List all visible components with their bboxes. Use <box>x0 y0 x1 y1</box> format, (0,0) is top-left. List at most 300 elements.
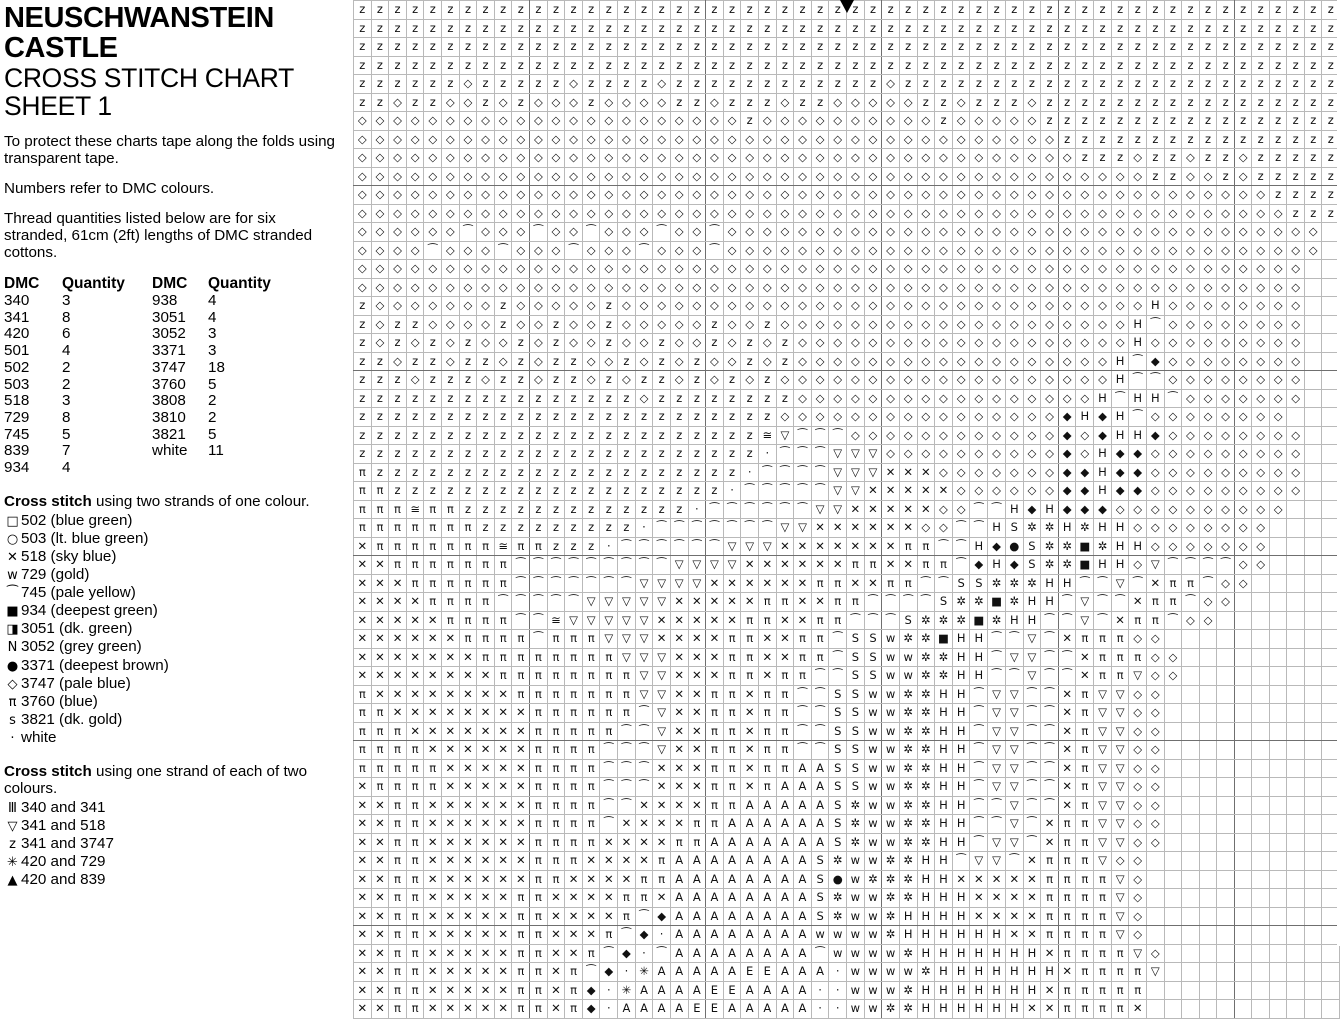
stitch-cell: ⁀ <box>1058 593 1076 612</box>
stitch-cell: ✕ <box>494 778 512 797</box>
stitch-row <box>354 241 1340 260</box>
stitch-cell: ✕ <box>1129 593 1147 612</box>
stitch-cell: ✲ <box>899 833 917 852</box>
stitch-cell: H <box>970 926 988 945</box>
stitch-cell: ◇ <box>406 297 424 316</box>
stitch-cell: ▽ <box>1094 778 1112 797</box>
stitch-cell: z <box>899 56 917 75</box>
stitch-cell: π <box>530 685 548 704</box>
stitch-cell: A <box>794 889 812 908</box>
stitch-cell: z <box>565 389 583 408</box>
stitch-cell: ✕ <box>600 889 618 908</box>
stitch-cell: z <box>1076 130 1094 149</box>
stitch-cell: ⁀ <box>970 685 988 704</box>
stitch-cell: A <box>794 759 812 778</box>
stitch-cell <box>1304 482 1322 501</box>
stitch-cell: π <box>459 574 477 593</box>
stitch-cell: ⁀ <box>1129 408 1147 427</box>
stitch-cell: ◇ <box>406 167 424 186</box>
stitch-cell: ◇ <box>424 112 442 131</box>
stitch-cell: π <box>530 944 548 963</box>
stitch-cell: ◇ <box>442 297 460 316</box>
stitch-cell: ✕ <box>354 556 372 575</box>
stitch-cell: ◇ <box>494 167 512 186</box>
stitch-cell: ◇ <box>354 167 372 186</box>
stitch-cell: π <box>442 519 460 538</box>
stitch-cell: ◇ <box>1199 426 1217 445</box>
stitch-cell: w <box>882 778 900 797</box>
stitch-cell: ▽ <box>688 574 706 593</box>
stitch-cell: z <box>512 500 530 519</box>
stitch-cell: z <box>635 19 653 38</box>
stitch-cell: ◇ <box>530 352 548 371</box>
stitch-cell: z <box>723 408 741 427</box>
stitch-cell: ✕ <box>1058 741 1076 760</box>
stitch-cell: ✲ <box>917 667 935 686</box>
stitch-cell: ✕ <box>829 519 847 538</box>
stitch-cell: z <box>459 38 477 57</box>
stitch-cell: ✕ <box>882 556 900 575</box>
stitch-cell: A <box>741 981 759 1000</box>
stitch-cell: E <box>723 981 741 1000</box>
stitch-cell: ◇ <box>899 334 917 353</box>
stitch-cell: z <box>389 19 407 38</box>
stitch-cell: H <box>1111 556 1129 575</box>
stitch-cell: ◇ <box>952 426 970 445</box>
stitch-row <box>354 722 1340 741</box>
stitch-cell: z <box>935 56 953 75</box>
stitch-cell: A <box>688 963 706 982</box>
stitch-cell: ◇ <box>1041 130 1059 149</box>
stitch-cell: ⁀ <box>988 667 1006 686</box>
stitch-cell: ◇ <box>547 297 565 316</box>
stitch-cell: ✕ <box>635 833 653 852</box>
stitch-cell: z <box>1199 130 1217 149</box>
stitch-cell: ✕ <box>1005 926 1023 945</box>
stitch-cell <box>1182 1000 1200 1019</box>
key-one-strand-item <box>4 817 337 835</box>
stitch-cell: π <box>406 852 424 871</box>
stitch-cell: ⁀ <box>547 556 565 575</box>
stitch-cell: ▽ <box>1005 685 1023 704</box>
stitch-cell: π <box>706 722 724 741</box>
stitch-cell: ✕ <box>442 1000 460 1019</box>
stitch-cell: ✕ <box>512 704 530 723</box>
stitch-cell: ◇ <box>670 278 688 297</box>
stitch-cell: ◇ <box>1234 241 1252 260</box>
stitch-cell: ✕ <box>389 574 407 593</box>
stitch-cell: π <box>723 759 741 778</box>
stitch-cell: ◇ <box>1111 278 1129 297</box>
stitch-row <box>354 556 1340 575</box>
stitch-cell: π <box>565 852 583 871</box>
stitch-cell: π <box>618 704 636 723</box>
stitch-cell: ▽ <box>582 611 600 630</box>
stitch-cell: H <box>935 796 953 815</box>
stitch-cell: ✕ <box>494 981 512 1000</box>
stitch-cell: z <box>1164 112 1182 131</box>
stitch-cell: ◇ <box>706 352 724 371</box>
stitch-row <box>354 926 1340 945</box>
stitch-cell: ◇ <box>829 408 847 427</box>
stitch-cell: H <box>935 852 953 871</box>
stitch-cell: π <box>406 537 424 556</box>
stitch-cell: π <box>565 1000 583 1019</box>
stitch-cell: ◇ <box>1217 204 1235 223</box>
stitch-cell: ✕ <box>1005 889 1023 908</box>
stitch-cell: ▽ <box>988 833 1006 852</box>
stitch-cell: ◇ <box>406 371 424 390</box>
stitch-cell: ⁀ <box>952 537 970 556</box>
stitch-cell: A <box>811 778 829 797</box>
subtitle-line-1: CROSS STITCH CHART <box>4 62 295 93</box>
stitch-cell: ◇ <box>1287 223 1305 242</box>
stitch-cell: S <box>847 704 865 723</box>
stitch-cell: H <box>1005 500 1023 519</box>
stitch-cell: z <box>547 56 565 75</box>
stitch-cell <box>1287 778 1305 797</box>
stitch-cell <box>1304 944 1322 963</box>
cell-qty-a: 2 <box>62 358 71 376</box>
stitch-cell: A <box>688 870 706 889</box>
stitch-cell: z <box>1058 56 1076 75</box>
stitch-cell: ⁀ <box>600 741 618 760</box>
stitch-cell: z <box>1217 167 1235 186</box>
stitch-cell: z <box>424 389 442 408</box>
stitch-cell: π <box>565 759 583 778</box>
stitch-cell: ◆ <box>618 944 636 963</box>
stitch-cell: ◇ <box>547 186 565 205</box>
stitch-cell <box>1304 704 1322 723</box>
stitch-cell: z <box>530 56 548 75</box>
stitch-cell: ◇ <box>706 260 724 279</box>
stitch-cell: ◇ <box>741 260 759 279</box>
stitch-cell: H <box>1005 944 1023 963</box>
stitch-cell: ◇ <box>442 112 460 131</box>
stitch-cell: z <box>442 1 460 20</box>
stitch-cell: z <box>618 463 636 482</box>
stitch-cell: z <box>1023 1 1041 20</box>
stitch-cell: z <box>706 426 724 445</box>
stitch-cell: z <box>1269 56 1287 75</box>
stitch-cell: ◇ <box>1005 167 1023 186</box>
stitch-cell: ◇ <box>653 260 671 279</box>
stitch-cell: ◇ <box>1234 426 1252 445</box>
stitch-cell: z <box>1111 56 1129 75</box>
table-row <box>4 360 278 377</box>
cell-dmc-a: 503 <box>4 375 30 393</box>
stitch-cell: ◇ <box>477 223 495 242</box>
stitch-cell: ✕ <box>864 537 882 556</box>
stitch-cell: ◆ <box>653 907 671 926</box>
stitch-cell: ▽ <box>1111 926 1129 945</box>
stitch-cell: ◇ <box>1164 352 1182 371</box>
stitch-cell: ◇ <box>459 204 477 223</box>
stitch-cell: A <box>758 796 776 815</box>
stitch-cell: ✕ <box>389 667 407 686</box>
stitch-cell: ◇ <box>794 278 812 297</box>
stitch-cell: ✕ <box>688 685 706 704</box>
stitch-cell: ◇ <box>371 204 389 223</box>
cell-qty-a: 5 <box>62 425 71 443</box>
stitch-cell: z <box>688 75 706 94</box>
stitch-cell: ⁀ <box>635 778 653 797</box>
stitch-cell: ◇ <box>899 278 917 297</box>
stitch-cell: ▽ <box>635 574 653 593</box>
stitch-cell: ◇ <box>477 315 495 334</box>
stitch-cell: H <box>917 870 935 889</box>
stitch-cell: ✕ <box>776 556 794 575</box>
stitch-cell: z <box>1058 1 1076 20</box>
stitch-cell: ✕ <box>1076 648 1094 667</box>
stitch-cell: π <box>565 648 583 667</box>
stitch-cell: z <box>354 445 372 464</box>
stitch-cell: ⁀ <box>1147 315 1165 334</box>
stitch-cell: π <box>1111 981 1129 1000</box>
stitch-cell: ✕ <box>688 593 706 612</box>
stitch-cell: ◇ <box>1287 334 1305 353</box>
stitch-cell: A <box>758 889 776 908</box>
stitch-cell: ⁀ <box>618 778 636 797</box>
stitch-cell: π <box>776 593 794 612</box>
stitch-cell: z <box>600 389 618 408</box>
stitch-cell: ◇ <box>354 204 372 223</box>
stitch-cell: z <box>494 56 512 75</box>
stitch-cell: A <box>741 889 759 908</box>
stitch-cell: ◇ <box>899 352 917 371</box>
stitch-cell: π <box>406 519 424 538</box>
stitch-cell: z <box>741 75 759 94</box>
stitch-cell: ◇ <box>1041 463 1059 482</box>
stitch-cell: ◇ <box>512 149 530 168</box>
stitch-cell: π <box>758 741 776 760</box>
stitch-cell: ✕ <box>389 704 407 723</box>
key-symbol-icon: ▽ <box>7 819 18 835</box>
stitch-cell: ⁀ <box>512 556 530 575</box>
stitch-cell: z <box>494 315 512 334</box>
stitch-cell <box>1304 352 1322 371</box>
stitch-cell: π <box>917 537 935 556</box>
stitch-cell <box>1252 889 1270 908</box>
stitch-cell: ◇ <box>1182 334 1200 353</box>
stitch-cell: ✕ <box>371 667 389 686</box>
stitch-cell: H <box>1041 593 1059 612</box>
stitch-cell: ◇ <box>1094 278 1112 297</box>
stitch-cell: π <box>706 741 724 760</box>
stitch-cell: ◇ <box>811 241 829 260</box>
stitch-cell: ◇ <box>688 149 706 168</box>
stitch-cell: H <box>935 704 953 723</box>
stitch-cell: ⁀ <box>494 241 512 260</box>
stitch-cell: ◇ <box>547 260 565 279</box>
stitch-cell: ◇ <box>1269 204 1287 223</box>
stitch-cell: ◇ <box>723 186 741 205</box>
stitch-cell: ✕ <box>442 630 460 649</box>
stitch-cell: z <box>741 19 759 38</box>
stitch-cell: ⁀ <box>530 611 548 630</box>
stitch-cell: ✕ <box>600 907 618 926</box>
stitch-cell <box>1234 741 1252 760</box>
stitch-cell: ⁀ <box>565 556 583 575</box>
stitch-cell: π <box>494 667 512 686</box>
stitch-cell: π <box>776 722 794 741</box>
stitch-cell: ◇ <box>1147 241 1165 260</box>
stitch-cell <box>1234 944 1252 963</box>
stitch-cell: w <box>864 852 882 871</box>
stitch-cell: z <box>389 75 407 94</box>
stitch-cell: ◇ <box>952 352 970 371</box>
stitch-cell: ◇ <box>1041 426 1059 445</box>
stitch-cell: ✕ <box>758 630 776 649</box>
stitch-cell: z <box>653 426 671 445</box>
stitch-cell <box>1269 944 1287 963</box>
stitch-cell: ⁀ <box>618 741 636 760</box>
stitch-cell: ◇ <box>758 260 776 279</box>
stitch-cell: ✕ <box>758 574 776 593</box>
stitch-cell: π <box>530 796 548 815</box>
stitch-cell: ◇ <box>635 186 653 205</box>
stitch-cell: z <box>635 371 653 390</box>
stitch-cell: ✕ <box>354 537 372 556</box>
stitch-cell: w <box>882 963 900 982</box>
stitch-cell: ✲ <box>1023 519 1041 538</box>
stitch-cell: w <box>864 778 882 797</box>
stitch-cell: ■ <box>1076 556 1094 575</box>
stitch-cell <box>1252 593 1270 612</box>
stitch-cell: ◇ <box>741 241 759 260</box>
stitch-cell: z <box>600 297 618 316</box>
stitch-cell: ⁀ <box>1111 389 1129 408</box>
stitch-row <box>354 38 1340 57</box>
stitch-cell: ◇ <box>723 315 741 334</box>
stitch-cell: S <box>935 593 953 612</box>
stitch-cell: ◇ <box>1164 463 1182 482</box>
stitch-cell: ◇ <box>794 130 812 149</box>
stitch-cell: ⁀ <box>565 593 583 612</box>
stitch-cell: π <box>917 556 935 575</box>
stitch-cell: ◇ <box>565 223 583 242</box>
stitch-cell: A <box>741 1000 759 1019</box>
stitch-cell <box>1217 648 1235 667</box>
stitch-cell: z <box>1147 38 1165 57</box>
stitch-cell: ✲ <box>882 852 900 871</box>
stitch-cell: ◇ <box>1005 241 1023 260</box>
stitch-cell: ◇ <box>688 260 706 279</box>
stitch-cell: z <box>1252 75 1270 94</box>
cell-qty-a: 8 <box>62 308 71 326</box>
stitch-cell: z <box>1252 149 1270 168</box>
stitch-cell: ◇ <box>600 352 618 371</box>
stitch-cell: ◇ <box>829 186 847 205</box>
stitch-cell: π <box>389 519 407 538</box>
stitch-cell: ⁀ <box>530 223 548 242</box>
stitch-cell: ▽ <box>600 630 618 649</box>
stitch-cell: ◇ <box>794 297 812 316</box>
stitch-cell: A <box>794 870 812 889</box>
stitch-cell: z <box>424 93 442 112</box>
stitch-cell: ◇ <box>1147 630 1165 649</box>
stitch-cell: E <box>688 1000 706 1019</box>
stitch-cell: ✕ <box>442 759 460 778</box>
stitch-cell: ▽ <box>1076 593 1094 612</box>
stitch-cell: z <box>847 56 865 75</box>
stitch-cell: π <box>582 648 600 667</box>
stitch-row <box>354 130 1340 149</box>
stitch-cell: z <box>530 482 548 501</box>
stitch-cell: ⁀ <box>512 593 530 612</box>
stitch-cell: ◇ <box>935 334 953 353</box>
stitch-cell: ✕ <box>442 815 460 834</box>
stitch-cell: π <box>512 944 530 963</box>
stitch-cell: ⁀ <box>794 722 812 741</box>
stitch-cell: ◇ <box>618 112 636 131</box>
stitch-cell: z <box>389 1 407 20</box>
stitch-cell: z <box>547 75 565 94</box>
stitch-cell: ◇ <box>1199 408 1217 427</box>
stitch-cell: ◇ <box>600 167 618 186</box>
stitch-cell: ◇ <box>723 260 741 279</box>
stitch-cell: ◇ <box>864 186 882 205</box>
stitch-cell <box>1252 1000 1270 1019</box>
stitch-cell: ◇ <box>1287 352 1305 371</box>
stitch-cell: ◇ <box>864 223 882 242</box>
stitch-cell: ◇ <box>741 204 759 223</box>
stitch-cell: z <box>1287 93 1305 112</box>
stitch-cell <box>1269 1000 1287 1019</box>
stitch-cell: π <box>547 741 565 760</box>
stitch-cell <box>1252 796 1270 815</box>
stitch-cell: ▽ <box>600 611 618 630</box>
stitch-cell: ◆ <box>1147 426 1165 445</box>
cell-dmc-a: 502 <box>4 358 30 376</box>
stitch-cell: ◇ <box>547 223 565 242</box>
stitch-cell: ◇ <box>565 130 583 149</box>
stitch-cell: z <box>477 19 495 38</box>
stitch-cell: z <box>477 93 495 112</box>
stitch-cell: ◇ <box>1252 500 1270 519</box>
stitch-cell: z <box>406 19 424 38</box>
stitch-cell: z <box>371 56 389 75</box>
stitch-cell: ✲ <box>935 648 953 667</box>
stitch-cell: ⁀ <box>935 537 953 556</box>
stitch-cell: ◇ <box>882 371 900 390</box>
stitch-cell: z <box>582 75 600 94</box>
stitch-cell: ✕ <box>565 870 583 889</box>
stitch-cell: π <box>776 759 794 778</box>
stitch-cell: ◇ <box>758 130 776 149</box>
stitch-cell: z <box>670 38 688 57</box>
stitch-cell: ⁀ <box>512 574 530 593</box>
stitch-cell: z <box>1269 112 1287 131</box>
stitch-cell: ◇ <box>1023 112 1041 131</box>
stitch-cell: ◇ <box>1217 537 1235 556</box>
stitch-cell: ◇ <box>1269 278 1287 297</box>
stitch-cell: π <box>424 519 442 538</box>
stitch-cell: ◇ <box>899 408 917 427</box>
stitch-cell: ⁀ <box>988 630 1006 649</box>
stitch-cell: ◇ <box>952 500 970 519</box>
stitch-cell: ◇ <box>935 352 953 371</box>
stitch-cell: ▽ <box>565 611 583 630</box>
stitch-cell: z <box>1199 56 1217 75</box>
stitch-cell: ◇ <box>776 93 794 112</box>
stitch-cell: ✲ <box>882 907 900 926</box>
stitch-cell: ◇ <box>1217 519 1235 538</box>
stitch-cell: ◆ <box>1111 482 1129 501</box>
stitch-cell: z <box>688 93 706 112</box>
stitch-cell: z <box>653 500 671 519</box>
stitch-cell: z <box>635 1 653 20</box>
